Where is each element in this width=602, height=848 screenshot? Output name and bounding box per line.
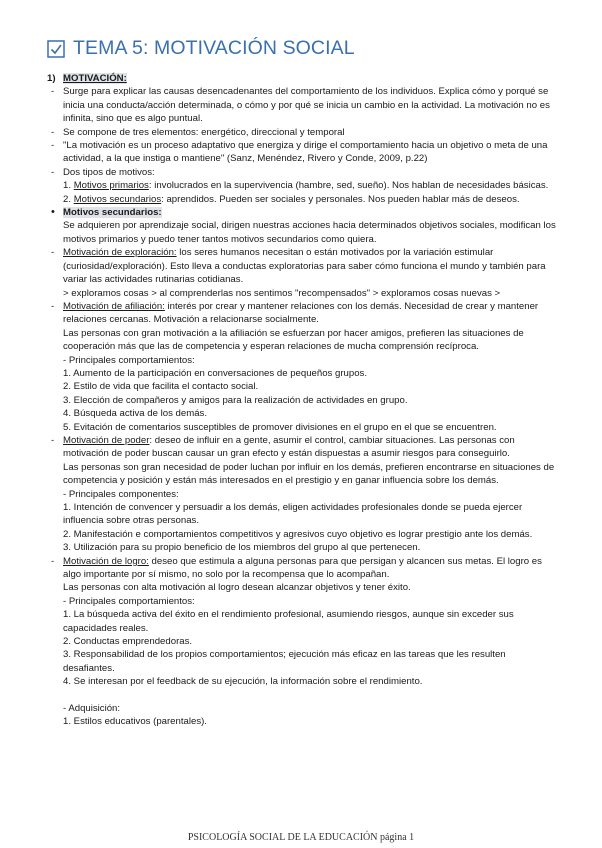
afiliacion-behaviour: 3. Elección de compañeros y amigos para la realización de actividades en grupo. [63, 394, 408, 406]
afiliacion-para: Las personas con gran motivación a la afiliación se esfuerzan por hacer amigos, prefieren las situaciones de cooperación más que las de competencia y esperan relaciones de mucha comprensión recíproca. [63, 327, 524, 353]
logro-behaviour: 4. Se interesan por el feedback de su ejecución, la información sobre el rendimiento. [63, 676, 423, 688]
exploracion-item: - Motivación de exploración: los seres humanos necesitan o están motivados por la variación estimular (curiosidad/exploración). Esto lleva a conductas exploratorias para saber cómo funciona el mundo y también para variar las actividades rutinarias cotidianas. [51, 247, 546, 286]
afiliacion-behaviour: 2. Estilo de vida que facilita el contacto social. [63, 381, 259, 393]
poder-name: Motivación de poder [63, 434, 150, 446]
section-label: MOTIVACIÓN: [63, 73, 127, 84]
afiliacion-item: - Motivación de afiliación: interés por crear y mantener relaciones con los demás. Necesidad de crear y mantener relaciones cercanas. Motivación a relacionarse socialmente. [51, 300, 539, 326]
secundarios-text: Se adquieren por aprendizaje social, dirigen nuestras acciones hacia determinados objetivos sociales, modifican los motivos primarios y puedo tener tantos motivos secundarios como quiera. [63, 220, 556, 245]
list-item: - Surge para explicar las causas desencadenantes del comportamiento de los individuos. Explica cómo y porqué se inicia una conducta/acción determinada, o cómo y por qué se inicia un cambio en la actividad. La motivación no es infinita, sino que es algo puntual. [51, 86, 550, 125]
exploracion-name: Motivación de exploración: [63, 247, 177, 259]
page-footer [0, 832, 602, 843]
poder-component: 3. Utilización para su propio beneficio de los miembros del grupo al que pertenecen. [63, 542, 421, 554]
section-number: 1) [47, 73, 56, 84]
section-heading [47, 72, 557, 85]
footer-title: PSICOLOGÍA SOCIAL DE LA EDUCACIÓN [187, 832, 378, 843]
poder-component: 1. Intención de convencer y persuadir a los demás, eligen actividades profesionales donde se pueda ejercer influencia sobre otras personas. [63, 502, 523, 527]
exploracion-cycle: > exploramos cosas > al comprenderlas nos sentimos "recompensados" > exploramos cosas nuevas > [63, 287, 501, 299]
logro-sub: - Principales comportamientos: [63, 595, 195, 607]
afiliacion-name: Motivación de afiliación: [63, 300, 165, 312]
afiliacion-behaviour: 1. Aumento de la participación en conversaciones de pequeños grupos. [63, 367, 368, 379]
tipo-name: Motivos secundarios [73, 193, 162, 205]
list-item: - Se compone de tres elementos: energético, direccional y temporal [51, 126, 345, 138]
list-item: - "La motivación es un proceso adaptativo que energiza y dirige el comportamiento hacia un objetivo o meta de una actividad, a la que instiga o mantiene" (Sanz, Menéndez, Rivero y Conde, 2009, p.22) [51, 140, 548, 165]
logro-behaviour: 3. Responsabilidad de los propios comportamientos; ejecución más eficaz en las tareas que les resulten desafiantes. [63, 649, 506, 674]
afiliacion-behaviour: 5. Evitación de comentarios susceptibles de promover divisiones en el grupo en el que se encuentren. [63, 421, 497, 433]
title-row [47, 37, 355, 60]
poder-component: 2. Manifestación e comportamientos competitivos y agresivos cuyo objetivo es lograr prestigio ante los demás. [63, 528, 533, 540]
logro-para: Las personas con alta motivación al logro desean alcanzar objetivos y tener éxito. [63, 582, 411, 594]
footer-page-number: página 1 [379, 832, 415, 843]
page-title: TEMA 5: MOTIVACIÓN SOCIAL [73, 37, 355, 59]
tipo-name: Motivos primarios [73, 180, 149, 192]
adquisicion-sub: - Adquisición: [63, 703, 121, 715]
secundarios-heading: • Motivos secundarios: [51, 206, 162, 219]
list-item: - Dos tipos de motivos: [51, 166, 155, 178]
tipo-item: 2. Motivos secundarios: aprendidos. Pueden ser sociales y personales. Nos pueden hablar más de deseos. [63, 193, 520, 205]
logro-item: - Motivación de logro: deseo que estimula a alguna personas para que persigan y alcancen sus metas. El logro es algo importante por sí mismo, no solo por la recompensa que lo acompañan. [51, 555, 542, 581]
poder-para: Las personas son gran necesidad de poder luchan por influir en los demás, prefieren encontrarse en situaciones de competencia y posición y están más interesados en el prestigio y en ganar influencia sobre los demás. [63, 461, 555, 487]
afiliacion-sub: - Principales comportamientos: [63, 354, 195, 366]
afiliacion-behaviour: 4. Búsqueda activa de los demás. [63, 408, 207, 420]
tipo-item: 1. Motivos primarios: involucrados en la supervivencia (hambre, sed, sueño). Nos hablan de necesidades básicas. [63, 180, 549, 192]
logro-behaviour: 1. La búsqueda activa del éxito en el rendimiento profesional, asumiendo riesgos, aunque sin exceder sus capacidades reales. [63, 609, 514, 634]
logro-behaviour: 2. Conductas emprendedoras. [63, 636, 193, 648]
poder-item: - Motivación de poder: deseo de influir en a gente, asumir el control, cambiar situaciones. Las personas con motivación de poder buscan causar un gran efecto y están dispuestas a asumir riesgos para conseguirlo. [51, 434, 515, 460]
checkbox-checked-icon [47, 40, 65, 58]
adquisicion-item: 1. Estilos educativos (parentales). [63, 716, 207, 728]
document-body [47, 72, 557, 729]
logro-name: Motivación de logro: [63, 555, 149, 567]
poder-sub: - Principales componentes: [63, 488, 179, 500]
